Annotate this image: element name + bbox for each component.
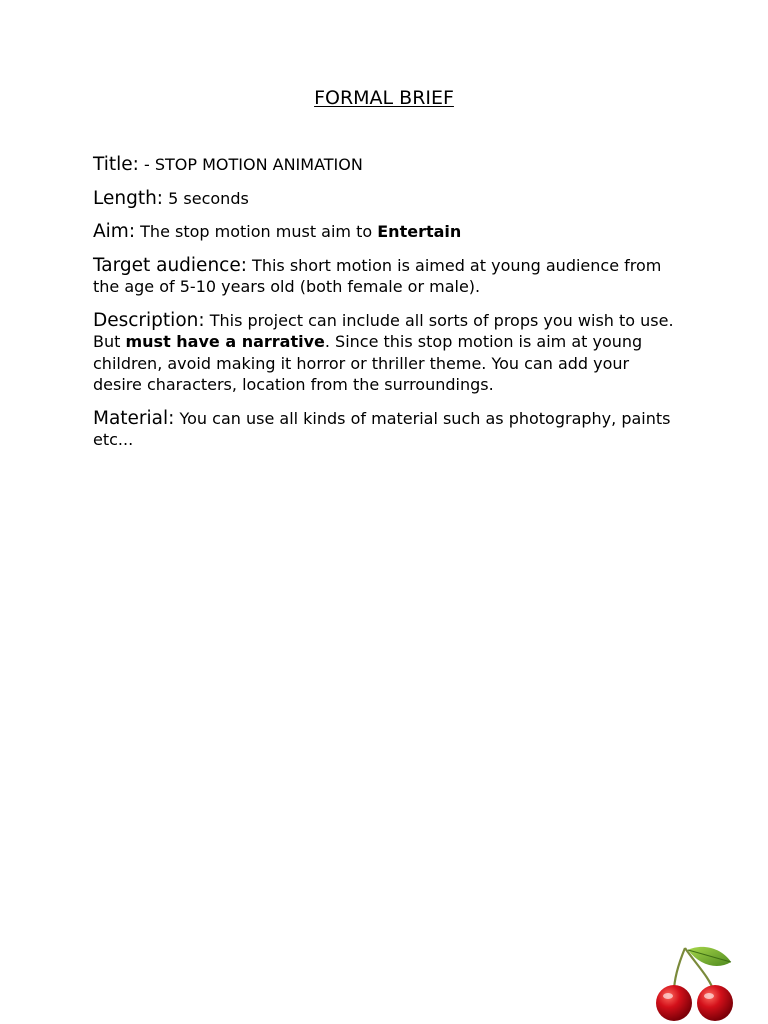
- aim-emphasis: Entertain: [377, 222, 462, 241]
- aim-text: The stop motion must aim to: [140, 222, 373, 241]
- length-label: Length:: [93, 187, 164, 209]
- material-text: You can use all kinds of material such as photography, paints etc...: [93, 408, 671, 449]
- aim-line: [93, 221, 683, 243]
- brief-content: [93, 154, 683, 463]
- description-label: Description:: [93, 309, 205, 331]
- description-text-after: . Since this stop motion is aim at young children, avoid making it horror or thriller theme. You can add your desire characters, location from the surroundings.: [93, 332, 643, 394]
- material-paragraph: [93, 408, 683, 451]
- title-line: [93, 154, 683, 176]
- aim-label: Aim:: [93, 221, 136, 242]
- target-audience-label: Target audience:: [93, 254, 247, 276]
- length-line: [93, 188, 683, 210]
- material-label: Material:: [93, 407, 175, 429]
- description-text-before: This project can include all sorts of props you wish to use. But: [93, 310, 674, 351]
- title-label: Title:: [93, 154, 139, 175]
- title-value: - STOP MOTION ANIMATION: [143, 155, 363, 174]
- cherries-icon: [648, 940, 744, 1024]
- length-value: 5 seconds: [168, 188, 249, 208]
- description-emphasis: must have a narrative: [125, 332, 325, 351]
- target-audience-text: This short motion is aimed at young audience from the age of 5-10 years old (both female or male).: [93, 255, 662, 296]
- description-paragraph: [93, 310, 683, 396]
- document-heading: FORMAL BRIEF: [314, 87, 454, 109]
- target-audience-paragraph: [93, 255, 683, 298]
